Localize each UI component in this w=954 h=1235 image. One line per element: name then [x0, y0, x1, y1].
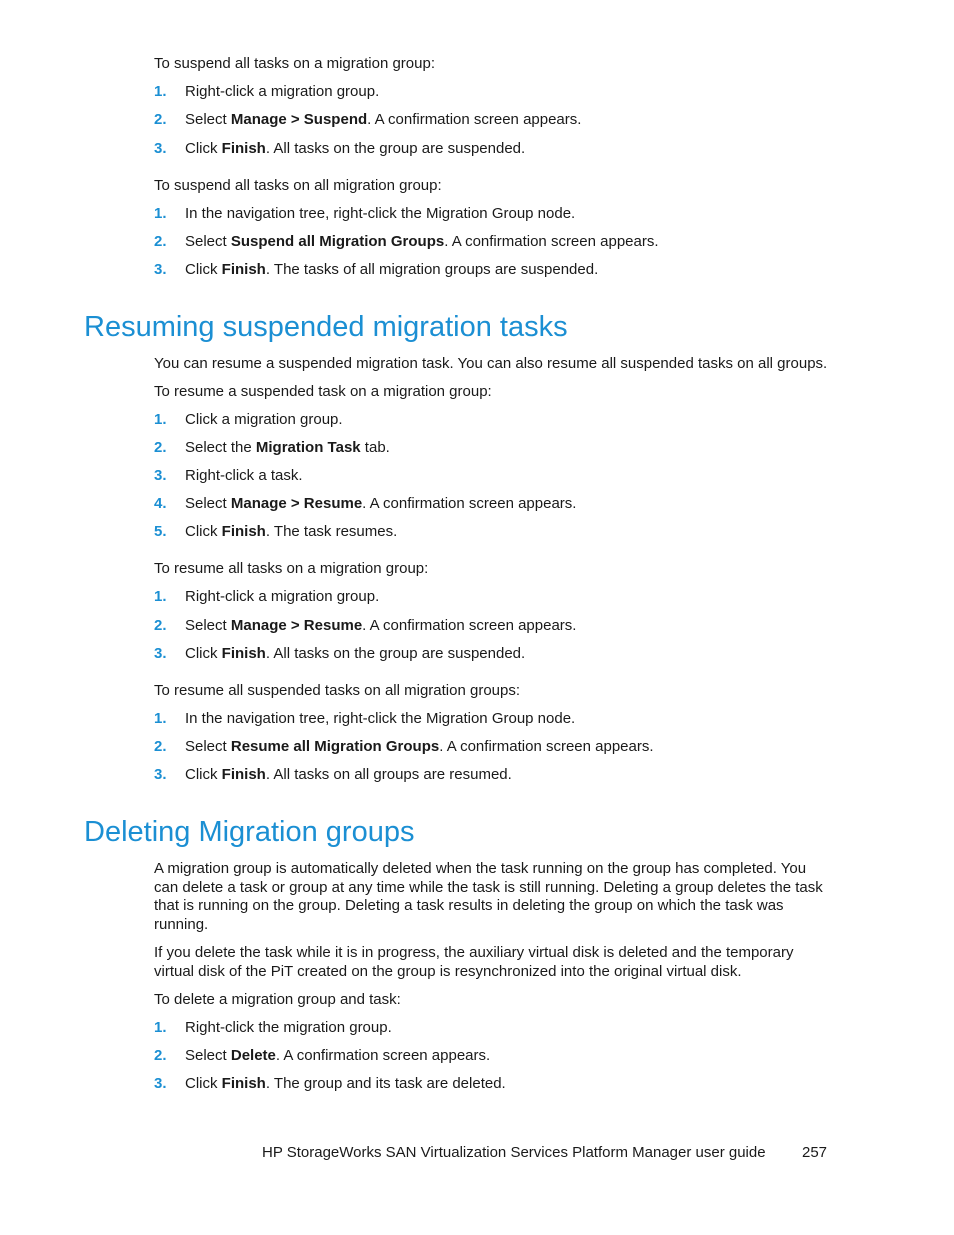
- footer-title: HP StorageWorks SAN Virtualization Services Platform Manager user guide: [262, 1144, 766, 1161]
- page-number: 257: [802, 1144, 828, 1161]
- step-number: 2.: [154, 617, 167, 634]
- step-text: In the navigation tree, right-click the Migration Group node.: [185, 205, 576, 222]
- step-text: Click Finish. All tasks on the group are suspended.: [185, 645, 526, 662]
- step-text: Right-click a migration group.: [185, 83, 380, 100]
- step-text: Select Manage > Resume. A confirmation screen appears.: [185, 617, 577, 634]
- intro-suspend-all: To suspend all tasks on all migration group:: [154, 177, 442, 194]
- step-text: Select the Migration Task tab.: [185, 439, 390, 456]
- step-text: Click Finish. The group and its task are deleted.: [185, 1075, 506, 1092]
- step-text: In the navigation tree, right-click the Migration Group node.: [185, 710, 576, 727]
- step-number: 1.: [154, 83, 167, 100]
- step-number: 3.: [154, 261, 167, 278]
- intro-delete: To delete a migration group and task:: [154, 991, 401, 1008]
- step-text: Select Delete. A confirmation screen appears.: [185, 1047, 491, 1064]
- step-number: 2.: [154, 1047, 167, 1064]
- step-number: 4.: [154, 495, 167, 512]
- step-number: 3.: [154, 140, 167, 157]
- step-number: 3.: [154, 1075, 167, 1092]
- step-number: 1.: [154, 588, 167, 605]
- step-number: 1.: [154, 411, 167, 428]
- paragraph: A migration group is automatically deleted when the task running on the group has completed. You can delete a task or group at any time while the task is still running. Deleting a group deletes the task that is running on the group. Deleting a task results in deleting the group on which the task was running.: [154, 860, 823, 934]
- step-number: 2.: [154, 439, 167, 456]
- intro-resume-task: To resume a suspended task on a migration group:: [154, 383, 492, 400]
- step-text: Click Finish. All tasks on the group are suspended.: [185, 140, 526, 157]
- paragraph: You can resume a suspended migration task. You can also resume all suspended tasks on all groups.: [154, 355, 828, 372]
- step-text: Right-click a task.: [185, 467, 303, 484]
- section-heading-resuming: Resuming suspended migration tasks: [84, 311, 568, 343]
- step-number: 2.: [154, 738, 167, 755]
- step-number: 3.: [154, 766, 167, 783]
- step-text: Select Manage > Suspend. A confirmation screen appears.: [185, 111, 582, 128]
- intro-suspend-group: To suspend all tasks on a migration group:: [154, 55, 435, 72]
- step-text: Right-click the migration group.: [185, 1019, 392, 1036]
- paragraph: If you delete the task while it is in progress, the auxiliary virtual disk is deleted and the temporary virtual disk of the PiT created on the group is resynchronized into the original virtual disk.: [154, 944, 794, 980]
- step-text: Click Finish. All tasks on all groups are resumed.: [185, 766, 512, 783]
- step-text: Click a migration group.: [185, 411, 343, 428]
- step-text: Click Finish. The task resumes.: [185, 523, 398, 540]
- step-number: 3.: [154, 645, 167, 662]
- step-number: 1.: [154, 205, 167, 222]
- step-text: Select Resume all Migration Groups. A confirmation screen appears.: [185, 738, 654, 755]
- step-number: 1.: [154, 710, 167, 727]
- step-text: Click Finish. The tasks of all migration groups are suspended.: [185, 261, 599, 278]
- step-text: Select Suspend all Migration Groups. A confirmation screen appears.: [185, 233, 659, 250]
- intro-resume-all: To resume all suspended tasks on all migration groups:: [154, 682, 521, 699]
- step-number: 1.: [154, 1019, 167, 1036]
- step-text: Right-click a migration group.: [185, 588, 380, 605]
- step-text: Select Manage > Resume. A confirmation screen appears.: [185, 495, 577, 512]
- section-heading-deleting: Deleting Migration groups: [84, 816, 415, 848]
- page-footer: [262, 1144, 828, 1162]
- step-number: 2.: [154, 233, 167, 250]
- intro-resume-group: To resume all tasks on a migration group:: [154, 560, 429, 577]
- step-number: 3.: [154, 467, 167, 484]
- step-number: 5.: [154, 523, 167, 540]
- step-number: 2.: [154, 111, 167, 128]
